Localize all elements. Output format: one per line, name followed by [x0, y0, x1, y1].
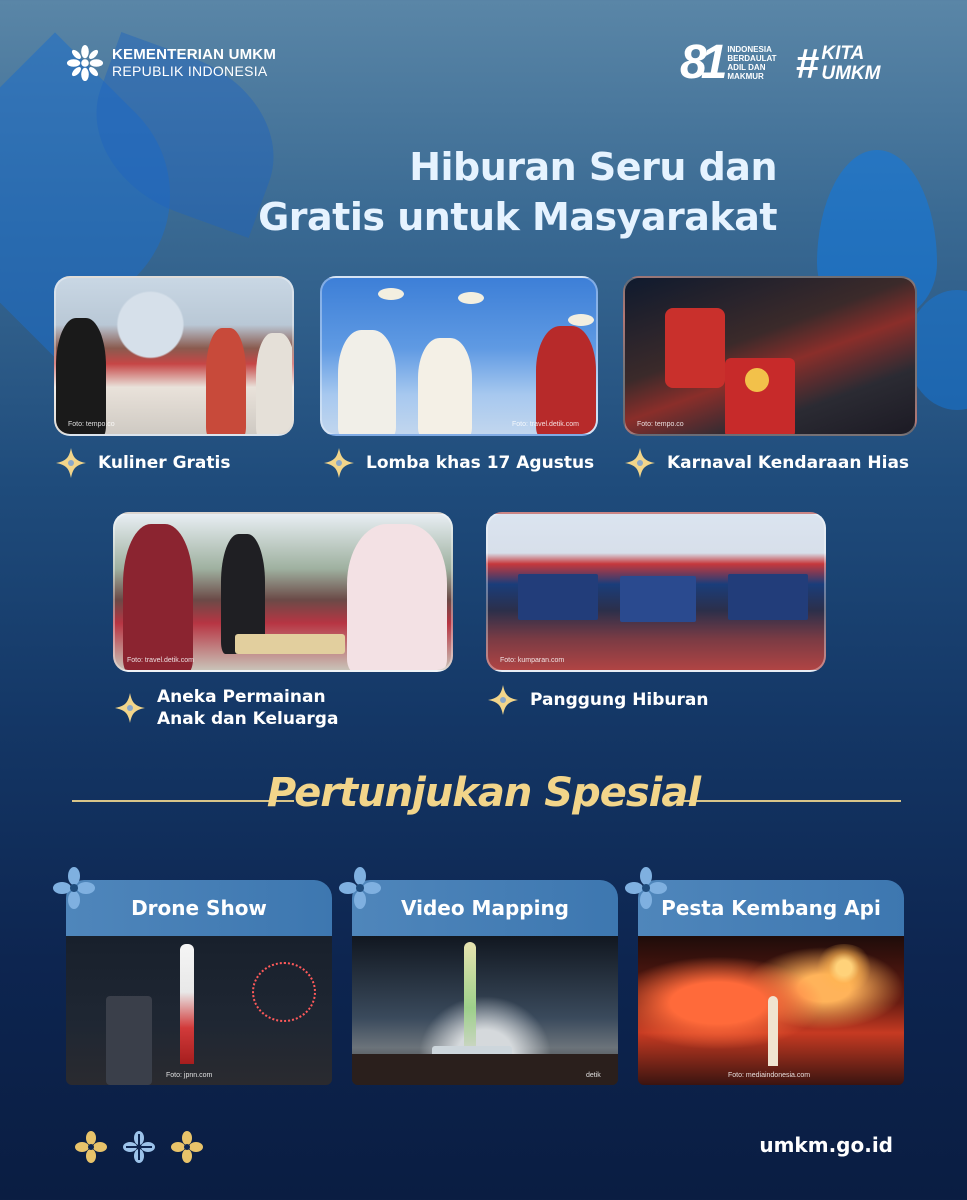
anniversary-logo — [680, 36, 777, 89]
ministry-brand — [66, 44, 276, 82]
activity-label-text: Lomba khas 17 Agustus — [366, 453, 595, 473]
show-title: Video Mapping — [400, 896, 569, 920]
activity-label-kuliner — [54, 446, 230, 480]
hashtag-line2: UMKM — [821, 63, 881, 84]
anniversary-tagline: INDONESIA BERDAULAT ADIL DAN MAKMUR — [727, 45, 777, 81]
fleur-icon — [338, 866, 382, 910]
photo-permainan-keluarga — [113, 512, 453, 672]
photo-credit: Foto: mediaindonesia.com — [728, 1072, 811, 1079]
activity-label-text — [157, 686, 338, 730]
blue-flower-icon — [122, 1130, 156, 1164]
hashtag-logo — [796, 40, 881, 87]
footer-ornaments — [74, 1130, 204, 1164]
activity-label-text: Kuliner Gratis — [98, 453, 231, 473]
photo-karnaval — [623, 276, 917, 436]
show-card-header — [352, 880, 618, 936]
activity-label-line2: Anak dan Keluarga — [157, 709, 339, 729]
activity-label-karnaval — [623, 446, 909, 480]
sparkle-icon — [54, 446, 88, 480]
title-line1: Hiburan Seru dan — [409, 145, 777, 189]
activity-label-line1: Aneka Permainan — [157, 687, 326, 707]
show-title: Pesta Kembang Api — [661, 896, 881, 920]
sparkle-icon — [486, 683, 520, 717]
photo-credit: Foto: tempo.co — [68, 421, 115, 428]
photo-kembang-api — [638, 936, 904, 1085]
hash-icon: # — [796, 40, 820, 87]
website-link[interactable]: umkm.go.id — [759, 1133, 893, 1157]
photo-kuliner-gratis — [54, 276, 294, 436]
activity-label-text: Panggung Hiburan — [530, 690, 709, 710]
gold-flower-icon — [74, 1130, 108, 1164]
show-card-video-mapping — [352, 880, 618, 1085]
hashtag-line1: KITA — [821, 43, 865, 64]
show-card-drone — [66, 880, 332, 1085]
photo-panggung-hiburan — [486, 512, 826, 672]
show-card-header — [66, 880, 332, 936]
title-line2: Gratis untuk Masyarakat — [258, 195, 777, 239]
fleur-icon — [624, 866, 668, 910]
activity-label-lomba — [322, 446, 594, 480]
photo-credit: detik — [586, 1072, 601, 1079]
photo-credit: Foto: travel.detik.com — [512, 421, 579, 428]
ministry-name: KEMENTERIAN UMKM — [112, 46, 277, 63]
ministry-logo-icon — [66, 44, 104, 82]
activity-label-panggung — [486, 683, 709, 717]
sparkle-icon — [113, 691, 147, 725]
activity-label-permainan — [113, 686, 338, 730]
gold-flower-icon — [170, 1130, 204, 1164]
ministry-country: REPUBLIK INDONESIA — [112, 63, 268, 79]
photo-drone-show — [66, 936, 332, 1085]
show-card-kembang-api — [638, 880, 904, 1085]
show-title: Drone Show — [131, 896, 267, 920]
activity-label-text: Karnaval Kendaraan Hias — [667, 453, 910, 473]
photo-credit: Foto: travel.detik.com — [127, 657, 194, 664]
photo-credit: Foto: kumparan.com — [500, 657, 565, 664]
show-card-header — [638, 880, 904, 936]
sparkle-icon — [623, 446, 657, 480]
sparkle-icon — [322, 446, 356, 480]
photo-credit: Foto: jpnn.com — [166, 1072, 213, 1079]
photo-video-mapping — [352, 936, 618, 1085]
anniversary-number: 81 — [680, 36, 722, 89]
photo-credit: Foto: tempo.co — [637, 421, 684, 428]
page-title — [258, 142, 777, 242]
fleur-icon — [52, 866, 96, 910]
special-section-title: Pertunjukan Spesial — [266, 770, 701, 816]
photo-lomba-17-agustus — [320, 276, 598, 436]
